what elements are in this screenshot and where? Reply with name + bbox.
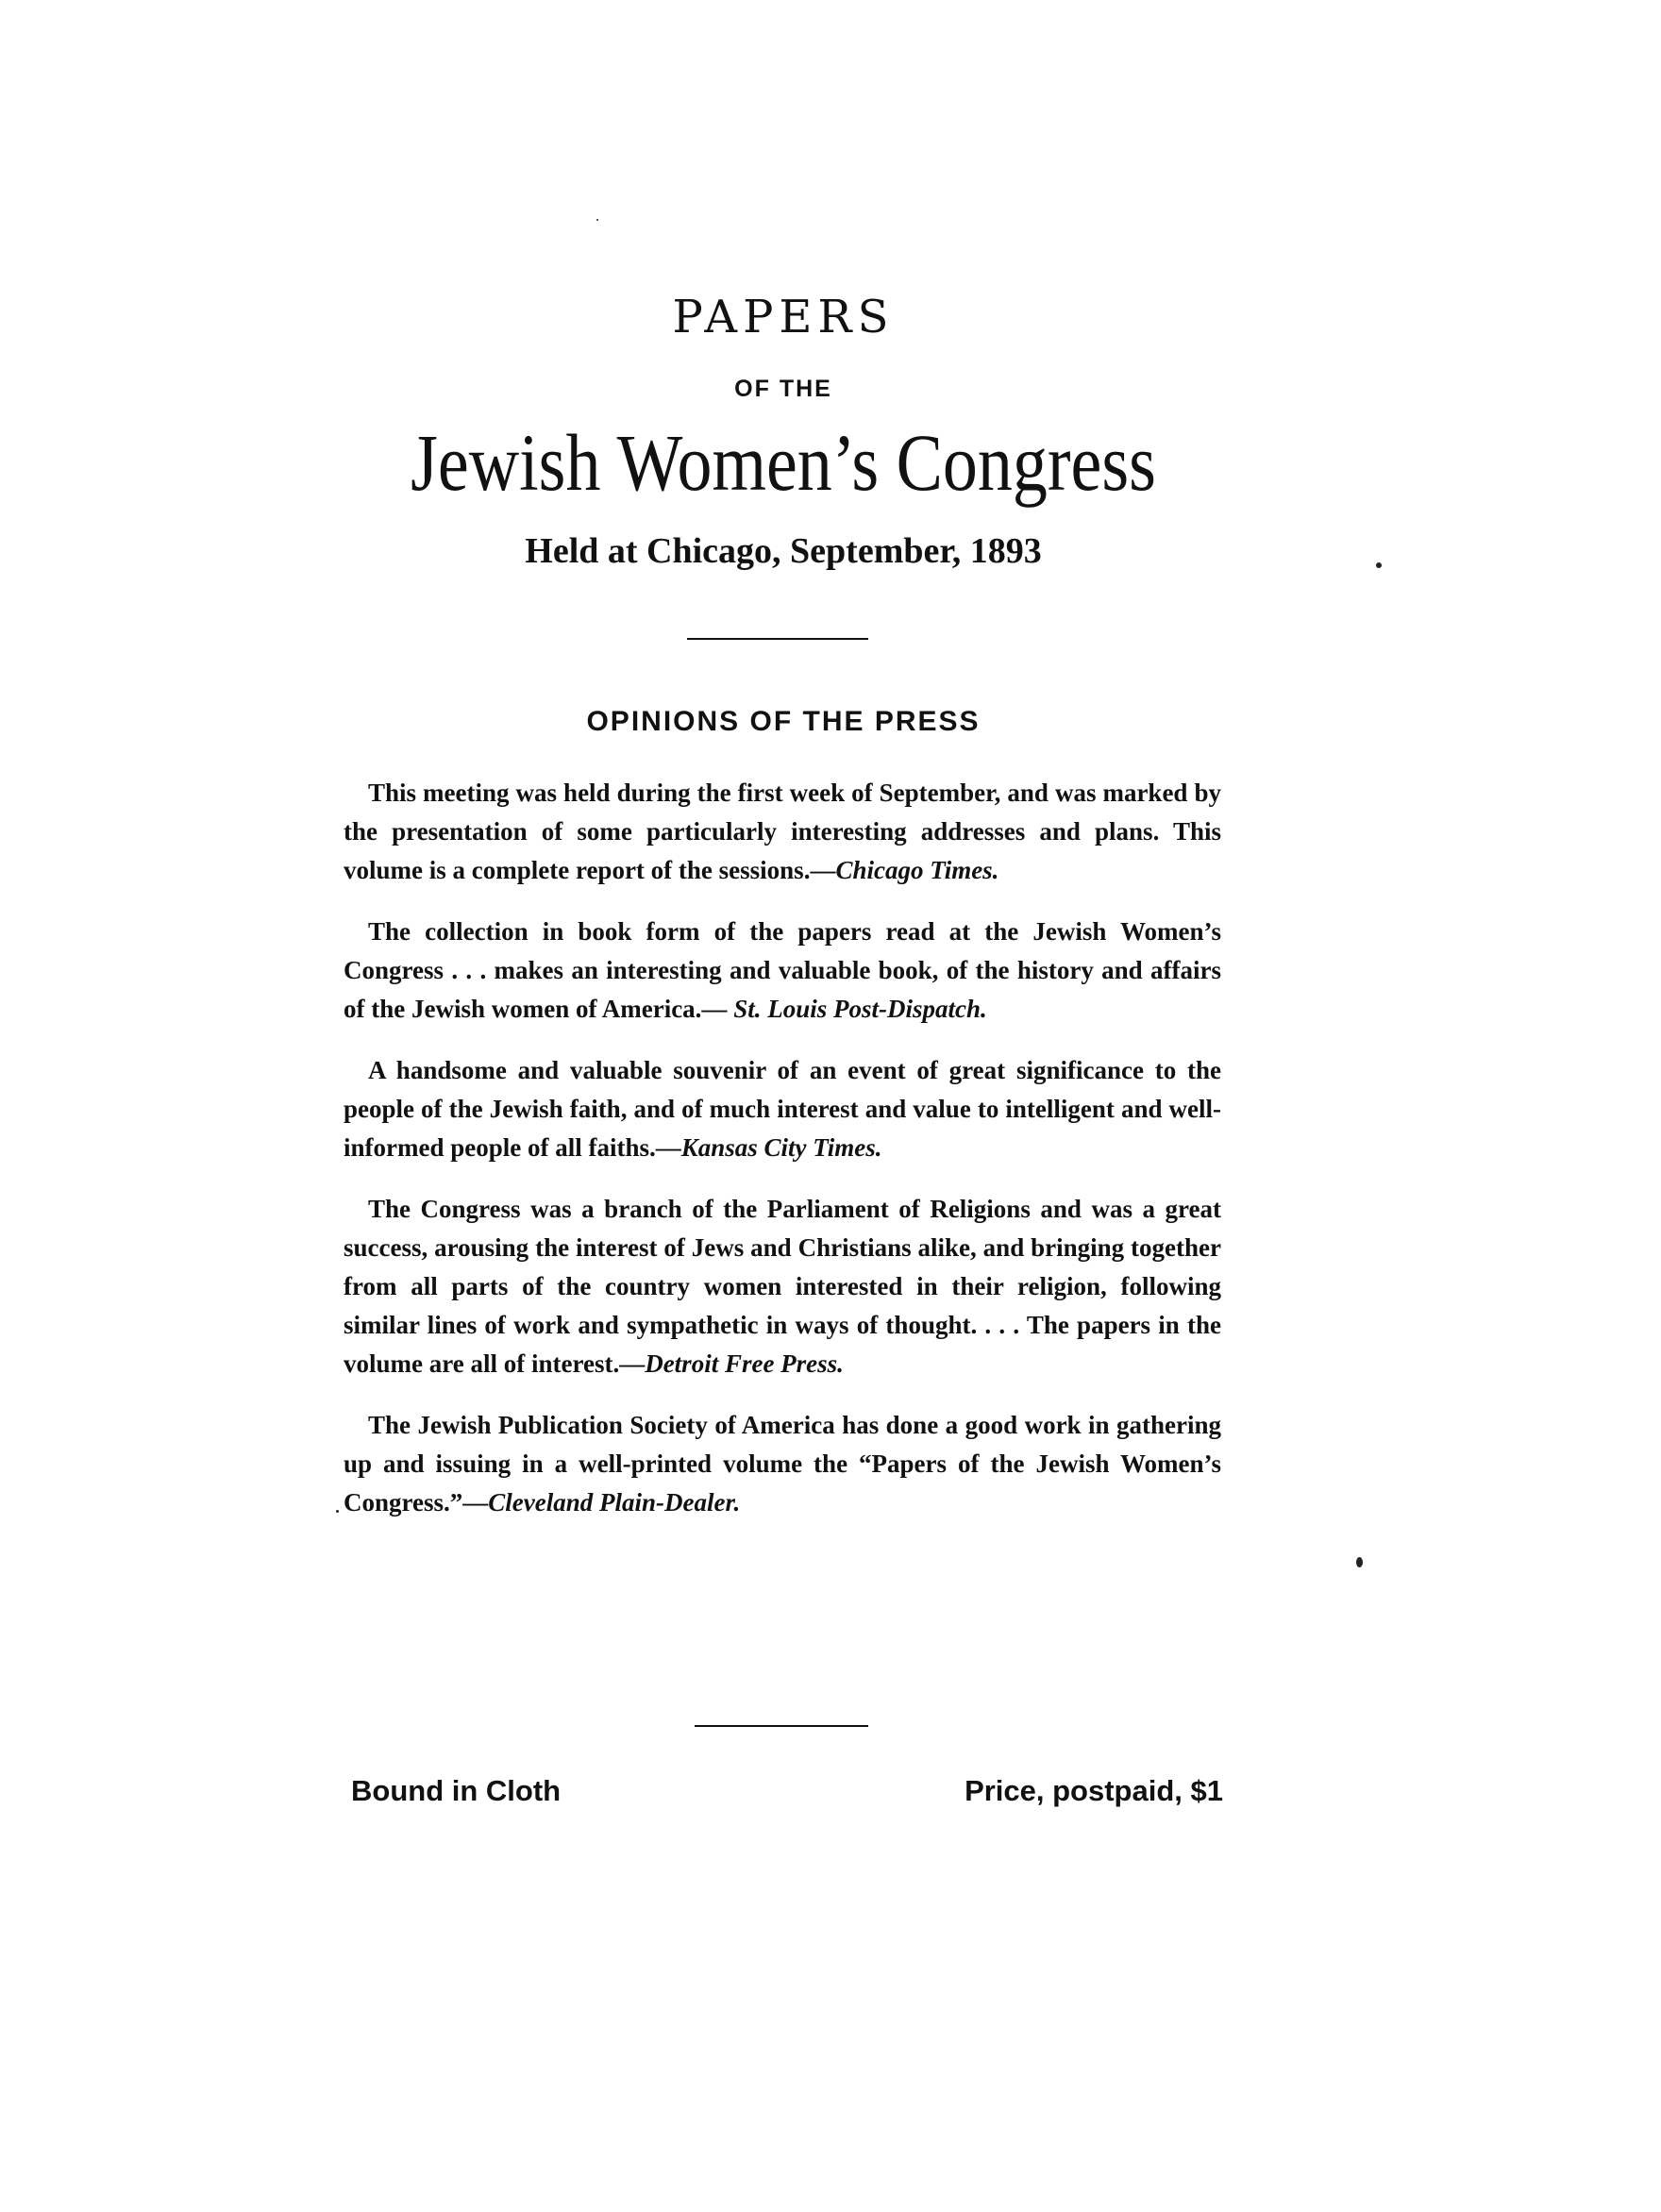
- scan-speck: [1376, 562, 1382, 568]
- quote-text: This meeting was held during the first week of September, and was marked by the presentation of some particularly interesting addresses and plans. This volume is a complete report of the sessions.—: [344, 779, 1221, 884]
- quote-text: A handsome and valuable souvenir of an event of great significance to the people of the Jewish faith, and of much interest and value to intelligent and well-informed people of all faiths.—: [344, 1056, 1221, 1162]
- book-title: Jewish Women’s Congress: [411, 417, 1156, 508]
- press-heading: OPINIONS OF THE PRESS: [586, 706, 981, 737]
- price-label: Price, postpaid, $1: [965, 1774, 1223, 1807]
- quote-source: Kansas City Times.: [680, 1133, 882, 1162]
- scan-speck: [336, 1510, 339, 1513]
- divider-rule-bottom: [695, 1725, 868, 1727]
- quote-source: St. Louis Post-Dispatch.: [733, 995, 987, 1023]
- scan-speck: [596, 219, 598, 221]
- quote-source: Chicago Times.: [835, 856, 999, 884]
- book-subtitle: Held at Chicago, September, 1893: [525, 531, 1042, 571]
- quote-text: The Congress was a branch of the Parliament of Religions and was a great success, arousing the interest of Jews and Christians alike, and bringing together from all parts of the country women interested in their religion, following similar lines of work and sympathetic in ways of thought. . . . The papers in the volume are all of interest.—: [344, 1195, 1221, 1378]
- binding-label: Bound in Cloth: [351, 1774, 562, 1807]
- press-quote: [344, 774, 1221, 890]
- press-quote: [344, 1190, 1221, 1383]
- press-quote: [344, 1406, 1221, 1522]
- divider-rule-top: [687, 638, 868, 640]
- quote-text: The Jewish Publication Society of America has done a good work in gathering up and issuing in a well-printed volume the “Papers of the Jewish Women’s Congress.”—: [344, 1411, 1221, 1517]
- press-quotes: [344, 774, 1221, 1545]
- quote-text: The collection in book form of the papers read at the Jewish Women’s Congress . . . makes an interesting and valuable book, of the history and affairs of the Jewish women of America.—: [344, 917, 1221, 1023]
- title-of-the: OF THE: [734, 376, 832, 402]
- quote-source: Cleveland Plain-Dealer.: [488, 1488, 741, 1517]
- press-quote: [344, 913, 1221, 1029]
- quote-source: Detroit Free Press.: [645, 1349, 844, 1378]
- title-papers: PAPERS: [672, 291, 895, 344]
- scan-speck: [1356, 1557, 1363, 1567]
- press-quote: [344, 1051, 1221, 1167]
